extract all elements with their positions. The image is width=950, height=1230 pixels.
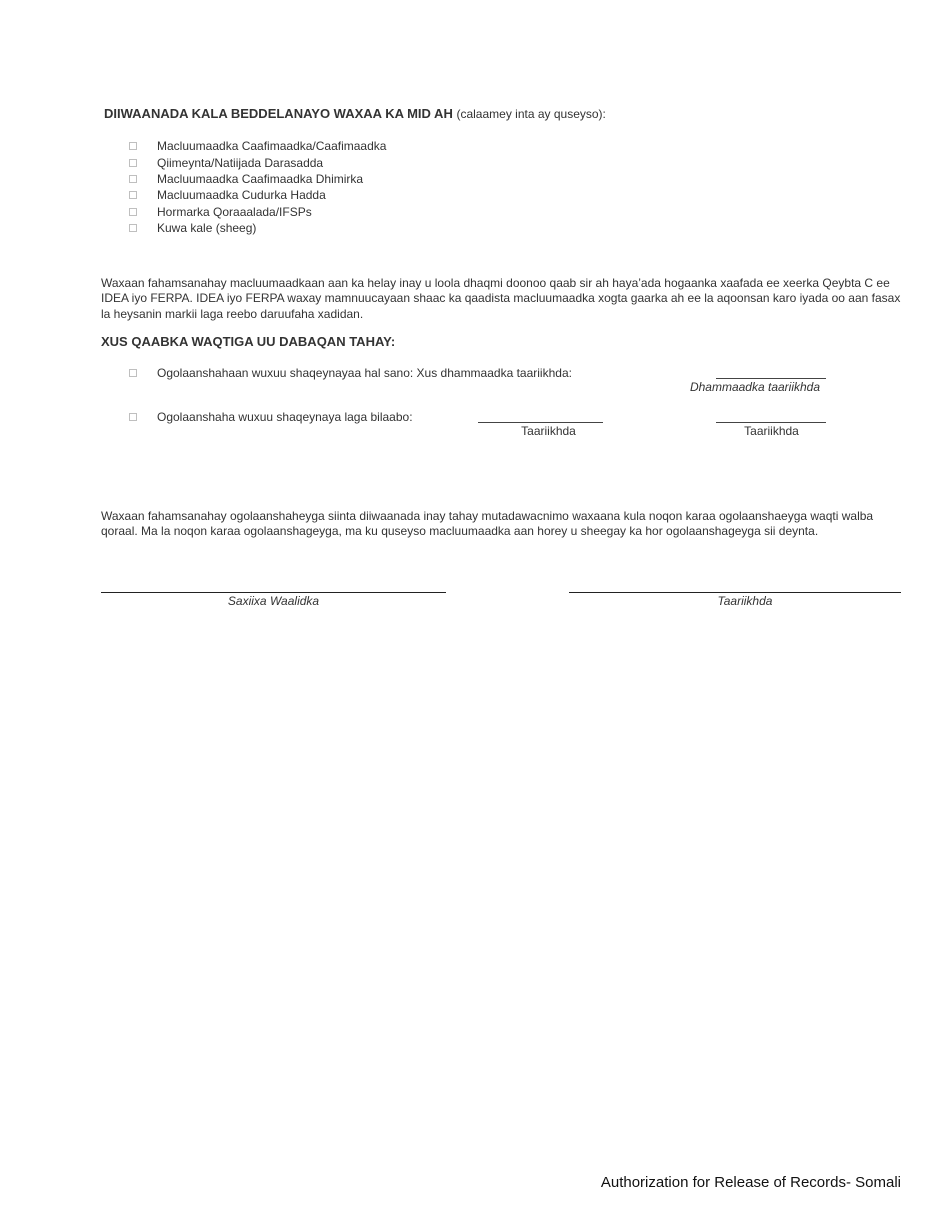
checkbox[interactable]	[129, 224, 137, 232]
checkbox[interactable]	[129, 369, 137, 377]
checkbox[interactable]	[129, 159, 137, 167]
to-date-caption: Taariikhda	[744, 424, 799, 438]
checklist-item-medical	[128, 138, 386, 154]
checkbox[interactable]	[129, 142, 137, 150]
checklist-item-label: Kuwa kale (sheeg)	[157, 221, 257, 236]
end-date-caption: Dhammaadka taariikhda	[689, 380, 821, 394]
records-heading-note: (calaamey inta ay quseyso):	[456, 107, 606, 121]
revocation-paragraph: Waxaan fahamsanahay ogolaanshaheyga siinta diiwaanada inay tahay mutadawacnimo waxaana kula noqon karaa ogolaanshaeyga waqti walba qoraal. Ma la noqon karaa ogolaanshageyga, ma ku quseyso macluumaadka aan horey u sheegay ka hor ogolaanshageyga sii deynta.	[101, 509, 874, 539]
option-start-date	[128, 410, 413, 424]
parent-signature-caption: Saxiixa Waalidka	[227, 594, 320, 608]
records-heading	[104, 106, 606, 121]
checklist-item-label: Hormarka Qoraaalada/IFSPs	[157, 204, 312, 219]
signature-date-line[interactable]	[569, 592, 901, 593]
option-one-year-label: Ogolaanshahaan wuxuu shaqeynayaa hal sano: Xus dhammaadka taariikhda:	[157, 366, 572, 380]
checkbox[interactable]	[129, 191, 137, 199]
checklist-item-progress-notes	[128, 204, 386, 220]
option-start-date-label: Ogolaanshaha wuxuu shaqeynaya laga bilaabo:	[157, 410, 413, 424]
checklist-item-other	[128, 220, 386, 236]
parent-signature-line[interactable]	[101, 592, 446, 593]
checklist-item-label: Macluumaadka Cudurka Hadda	[157, 188, 326, 203]
checklist-item-current-illness	[128, 187, 386, 203]
start-date-line[interactable]	[478, 422, 603, 423]
checklist-item-label: Qiimeynta/Natiijada Darasadda	[157, 155, 324, 170]
records-checklist	[128, 138, 386, 236]
records-heading-title: DIIWAANADA KALA BEDDELANAYO WAXAA KA MID AH	[104, 106, 453, 121]
checkbox[interactable]	[129, 175, 137, 183]
checklist-item-evaluation	[128, 154, 386, 170]
checkbox[interactable]	[129, 413, 137, 421]
checklist-item-label: Macluumaadka Caafimaadka/Caafimaadka	[157, 139, 387, 154]
start-date-caption: Taariikhda	[521, 424, 576, 438]
confidentiality-paragraph: Waxaan fahamsanahay macluumaadkaan aan ka helay inay u loola dhaqmi doonoo qaab sir ah haya’ada hogaanka xaafada ee xeerka Qeybta C ee IDEA iyo FERPA. IDEA iyo FERPA waxay mamnuucayaan shaac ka qaadista macluumaadka xogta gaarka ah ee la aqoonsan karo iyada oo aan fasax la heysanin markii laga reebo daruufaha xadidan.	[101, 276, 901, 321]
checkbox[interactable]	[129, 208, 137, 216]
end-date-line[interactable]	[716, 378, 826, 379]
page-footer: Authorization for Release of Records- Somali	[600, 1174, 901, 1191]
checklist-item-mental-health	[128, 171, 386, 187]
option-one-year	[128, 366, 572, 380]
checklist-item-label: Macluumaadka Caafimaadka Dhimirka	[157, 171, 364, 186]
signature-date-caption: Taariikhda	[717, 594, 773, 608]
timeframe-heading: XUS QAABKA WAQTIGA UU DABAQAN TAHAY:	[101, 334, 396, 349]
to-date-line[interactable]	[716, 422, 826, 423]
